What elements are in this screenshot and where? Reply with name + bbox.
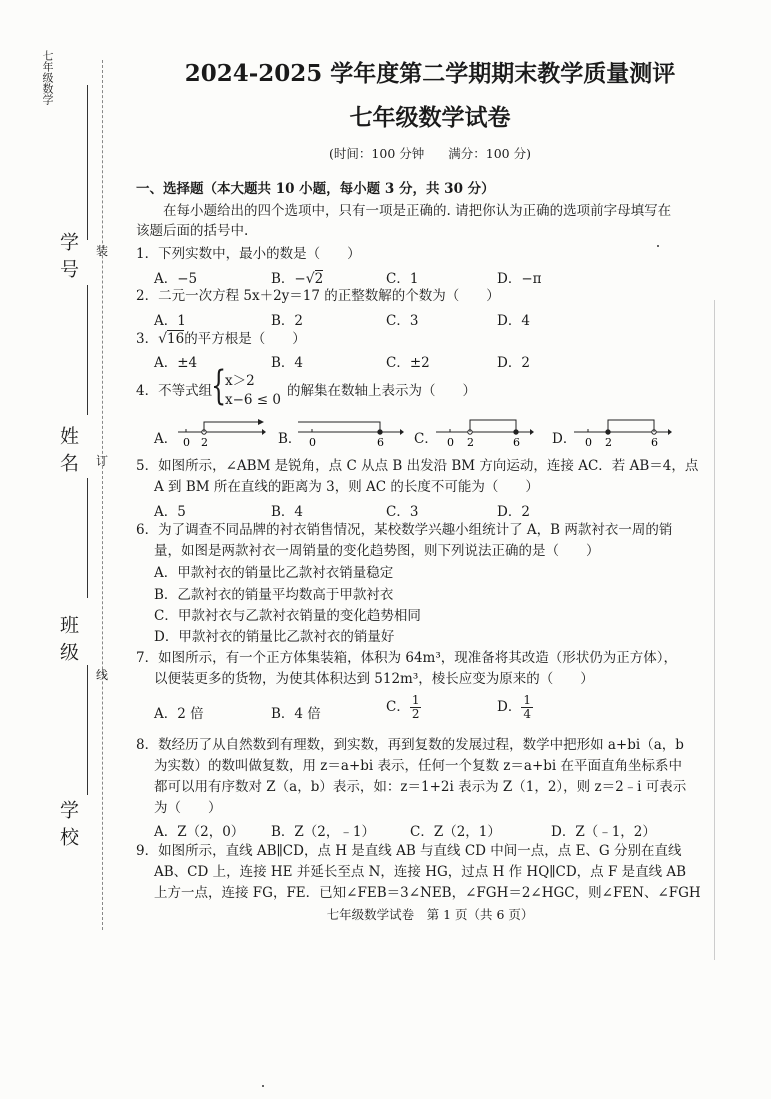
q9-line-1: 9．如图所示，直线 AB∥CD，点 H 是直线 AB 与直线 CD 中间一点，点 E、G 分别在直线 [136,843,682,859]
name-label: 姓名 [57,426,79,480]
q4-option-a-label: A． [154,431,178,447]
q8-option-b: B．Z（2，﹣1） [271,824,375,840]
margin-grade-label: 七年级数学 [41,50,54,105]
q9-line-2: AB、CD 上，连接 HE 并延长至点 N，连接 HG，过点 H 作 HQ∥CD，点 F 是直线 AB [154,864,687,880]
q6-option-b: B．乙款衬衣的销量平均数高于甲款衬衣 [154,587,394,603]
time-info: (时间：100 分钟 [329,146,425,161]
q5-option-c: C．3 [386,504,419,520]
speck [262,1085,264,1087]
q1-stem: 1．下列实数中，最小的数是（ ） [136,246,361,262]
q3-option-d: D．2 [497,355,530,371]
q6-line-2: 量，如图是两款衬衣一周销量的变化趋势图，则下列说法正确的是（ ） [154,543,600,559]
q8-line-1: 8．数经历了从自然数到有理数，到实数，再到复数的发展过程，数学中把形如 a+bi（a，b [136,737,684,753]
bind-mark-xian: 线 [96,668,109,682]
q6-option-d: D．甲款衬衣的销量比乙款衬衣的销量好 [154,629,395,645]
q4-row2: x−6 ≤ 0 [225,392,281,408]
q4d-tick-2: 2 [605,436,612,448]
q4-option-d-label: D． [552,431,577,447]
score-info: 满分：100 分) [448,146,531,161]
q4a-tick-2: 2 [201,436,208,448]
q7-option-c: C． $\frac{1}{2}$ [386,693,420,721]
name-line [87,285,88,415]
q2-option-a: A．1 [154,313,186,329]
q6-option-a: A．甲款衬衣的销量比乙款衬衣销量稳定 [154,565,394,581]
q8-option-d: D．Z（﹣1，2） [551,824,656,840]
class-label: 班级 [57,615,79,669]
q4b-tick-6: 6 [377,436,384,448]
q2-stem: 2．二元一次方程 5x＋2y＝17 的正整数解的个数为（ ） [136,288,500,304]
q7-option-b: B．4 倍 [271,706,321,722]
q9-line-3: 上方一点，连接 FG，FE．已知∠FEB＝3∠NEB，∠FGH＝2∠HGC，则∠FEN、∠FGH [154,885,701,901]
q1-option-c: C．1 [386,271,419,287]
q5-option-d: D．2 [497,504,530,520]
q5-option-b: B．4 [271,504,304,520]
class-line [87,478,88,598]
q5-line-1: 5．如图所示，∠ABM 是锐角，点 C 从点 B 出发沿 BM 方向运动，连接 AC．若 AB＝4，点 [136,458,699,474]
speck [657,245,659,247]
q8-line-2: 为实数）的数叫做复数，用 z＝a+bi 表示，任何一个复数 z＝a+bi 在平面直角坐标系中 [154,758,683,774]
q2-option-b: B．2 [271,313,304,329]
q6-line-1: 6．为了调查不同品牌的衬衣销售情况，某校数学兴趣小组统计了 A，B 两款衬衣一周的销 [136,522,673,538]
q6-option-c: C．甲款衬衣与乙款衬衣销量的变化趋势相同 [154,608,421,624]
page-footer: 七年级数学试卷 第 1 页（共 6 页） [326,907,534,922]
q3-option-a: A．±4 [154,355,198,371]
instruction-line-2: 该题后面的括号中. [136,223,249,239]
exam-info [130,144,730,162]
q4a-tick-0: 0 [183,436,190,448]
student-no-line [87,85,88,240]
brace-icon: { [211,363,227,409]
q8-line-4: 为（ ） [154,800,222,816]
q4c-tick-2: 2 [467,436,474,448]
q4d-tick-0: 0 [585,436,592,448]
q2-option-c: C．3 [386,313,419,329]
q4-option-c-label: C． [414,431,438,447]
q4c-tick-0: 0 [447,436,454,448]
q4d-tick-6: 6 [651,436,658,448]
q4b-tick-0: 0 [309,436,316,448]
bind-mark-zhuang: 装 [96,244,109,258]
q4-row1: x＞2 [225,373,255,389]
q4c-tick-6: 6 [513,436,520,448]
section-heading: 一、选择题（本大题共 10 小题，每小题 3 分，共 30 分） [136,181,495,197]
student-no-label: 学号 [57,232,79,286]
q5-line-2: A 到 BM 所在直线的距离为 3，则 AC 的长度不可能为（ ） [154,479,539,495]
bind-mark-ding: 订 [96,454,109,468]
q7-line-1: 7．如图所示，有一个正方体集装箱，体积为 64m³，现准备将其改造（形状仍为正方体）， [136,650,678,666]
q7-option-d: D． $\frac{1}{4}$ [497,693,531,721]
q2-option-d: D．4 [497,313,530,329]
q4-option-d-numberline [572,416,672,448]
q3-option-b: B．4 [271,355,304,371]
q4-option-a-numberline [176,416,266,448]
page-edge-line [714,300,715,960]
q4-option-c-numberline [434,416,534,448]
q7-line-2: 以便装更多的货物，为使其体积达到 512m³，棱长应变为原来的（ ） [154,671,594,687]
q5-option-a: A．5 [154,504,186,520]
q3-option-c: C．±2 [386,355,430,371]
q4-stem-prefix: 4．不等式组 [136,383,213,399]
q4-option-b-numberline [296,416,404,448]
q1-option-d: D．−π [497,271,542,287]
q7-option-a: A．2 倍 [154,706,204,722]
q1-option-b: B．−√2 [271,271,324,287]
exam-subtitle: 七年级数学试卷 [349,104,511,131]
q8-option-a: A．Z（2，0） [154,824,245,840]
q3-stem: 3．√16的平方根是（ ） [136,331,306,347]
q1-option-a: A．−5 [154,271,198,287]
q8-line-3: 都可以用有序数对 Z（a，b）表示，如：z＝1+2i 表示为 Z（1，2），则 z＝2﹣i 可表示 [154,779,687,795]
school-line [87,665,88,795]
binding-dashed-line [102,60,103,930]
school-label: 学校 [57,800,79,854]
q4-option-b-label: B． [278,431,302,447]
instruction-line-1: 在每小题给出的四个选项中，只有一项是正确的. 请把你认为正确的选项前字母填写在 [163,203,672,219]
exam-title: 2024-2025 学年度第二学期期末教学质量测评 [184,60,676,87]
q4-stem-suffix: 的解集在数轴上表示为（ ） [287,383,476,399]
q8-option-c: C．Z（2，1） [410,824,501,840]
